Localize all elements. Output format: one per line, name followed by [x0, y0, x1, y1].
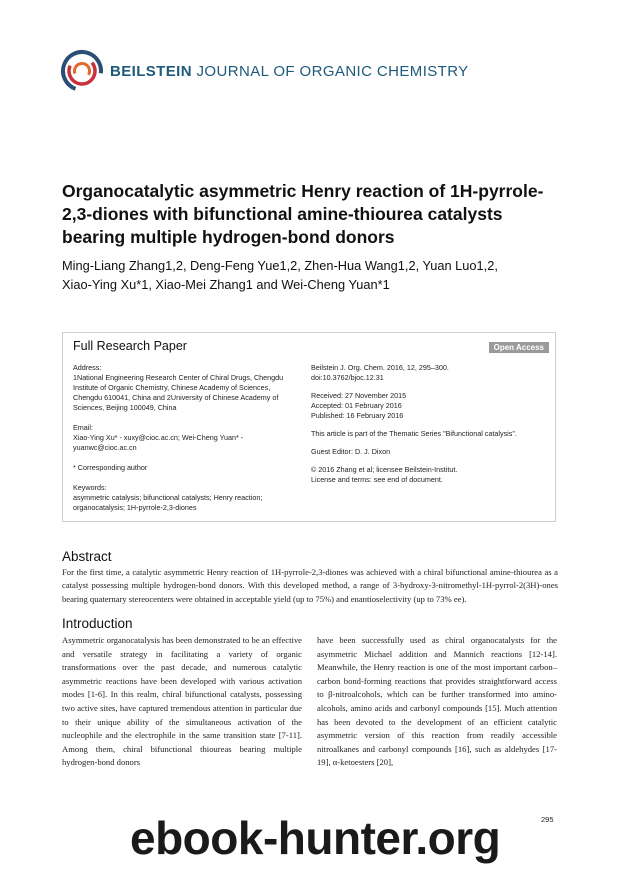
- accepted-date: Accepted: 01 February 2016: [311, 401, 402, 410]
- address-label: Address:: [73, 363, 102, 372]
- journal-name-bold: BEILSTEIN: [110, 62, 192, 80]
- guest-editor: Guest Editor: D. J. Dixon: [311, 447, 391, 456]
- introduction-heading: Introduction: [62, 616, 133, 631]
- doi-link[interactable]: doi:10.3762/bjoc.12.31: [311, 373, 384, 382]
- keywords-label: Keywords:: [73, 483, 107, 492]
- license-notice: License and terms: see end of document.: [311, 475, 443, 484]
- address-text: 1National Engineering Research Center of Chiral Drugs, Chengdu Institute of Organic Chemistry, Chinese Academy of Sciences, Chengdu 610041, China and 2University of Chinese Academy of Sciences, Beijing 100049, China: [73, 373, 284, 412]
- corresponding-author-note: * Corresponding author: [73, 463, 148, 472]
- authors-line-2: Xiao-Ying Xu*1, Xiao-Mei Zhang1 and Wei-Cheng Yuan*1: [62, 277, 390, 292]
- abstract-heading: Abstract: [62, 549, 112, 564]
- published-date: Published: 16 February 2016: [311, 411, 404, 420]
- article-type-heading: Full Research Paper: [73, 339, 187, 353]
- journal-name-rest: JOURNAL OF ORGANIC CHEMISTRY: [196, 62, 469, 80]
- email-text: Xiao-Ying Xu* - xuxy@cioc.ac.cn; Wei-Cheng Yuan* - yuanwc@cioc.ac.cn: [73, 433, 244, 452]
- journal-header: [60, 48, 469, 94]
- keywords-text: asymmetric catalysis; bifunctional catalysts; Henry reaction; organocatalysis; 1H-pyrrole-2,3-diones: [73, 493, 263, 512]
- citation: Beilstein J. Org. Chem. 2016, 12, 295–300.: [311, 363, 449, 372]
- thematic-series-note: This article is part of the Thematic Series "Bifunctional catalysis".: [311, 429, 517, 438]
- paper-authors: [62, 256, 562, 294]
- open-access-badge: Open Access: [489, 342, 549, 353]
- authors-line-1: Ming-Liang Zhang1,2, Deng-Feng Yue1,2, Zhen-Hua Wang1,2, Yuan Luo1,2,: [62, 258, 498, 273]
- journal-name: [110, 63, 469, 80]
- introduction-right-column: have been successfully used as chiral organocatalysts for the asymmetric Michael addition and Mannich reactions [12-14]. Meanwhile, the Henry reaction is one of the most important carbon–carbon bond-forming reactions that provides straightforward access to β-nitroalcohols, which can be further transformed into amino-alcohols, amino acids and carbonyl compounds [15]. Much attention has been devoted to the development of an efficient catalytic asymmetric version of this reaction from readily accessible nitroalkanes and carbonyl compounds [16], such as aldehydes [17-19], α-ketoesters [20],: [317, 635, 557, 768]
- info-left-column: [73, 363, 291, 513]
- introduction-left-column: Asymmetric organocatalysis has been demonstrated to be an effective and versatile strategy in facilitating a variety of organic transformations over the past decade, and numerous catalytic asymmetric reactions have been developed with various activation modes [1-6]. In this realm, chiral bifunctional catalysts, possessing two active sites, have captured tremendous attention in particular due to their unique ability of the simultaneous activation of the nucleophile and the electrophile in the same transition state [7-11]. Among them, chiral bifunctional thioureas bearing multiple hydrogen-bond donors: [62, 635, 302, 768]
- abstract-text: For the first time, a catalytic asymmetric Henry reaction of 1H-pyrrole-2,3-diones was achieved with a chiral bifunctional amine-thiourea as a catalyst possessing multiple hydrogen-bond donors. With this developed method, a range of 3-hydroxy-3-nitromethyl-1H-pyrrol-2(3H)-ones bearing quaternary stereocenters were obtained in acceptable yield (up to 75%) and enantioselectivity (up to 73% ee).: [62, 567, 558, 604]
- watermark-text: ebook-hunter.org: [130, 812, 501, 864]
- beilstein-swirl-icon: [60, 49, 104, 93]
- info-right-column: [311, 363, 551, 485]
- received-date: Received: 27 November 2015: [311, 391, 407, 400]
- page-number: 295: [541, 815, 554, 824]
- paper-title: Organocatalytic asymmetric Henry reaction of 1H-pyrrole-2,3-diones with bifunctional amine-thiourea catalysts bearing multiple hydrogen-bond donors: [62, 181, 544, 247]
- copyright-notice: © 2016 Zhang et al; licensee Beilstein-Institut.: [311, 465, 458, 474]
- email-label: Email:: [73, 423, 93, 432]
- article-info-box: [62, 332, 556, 522]
